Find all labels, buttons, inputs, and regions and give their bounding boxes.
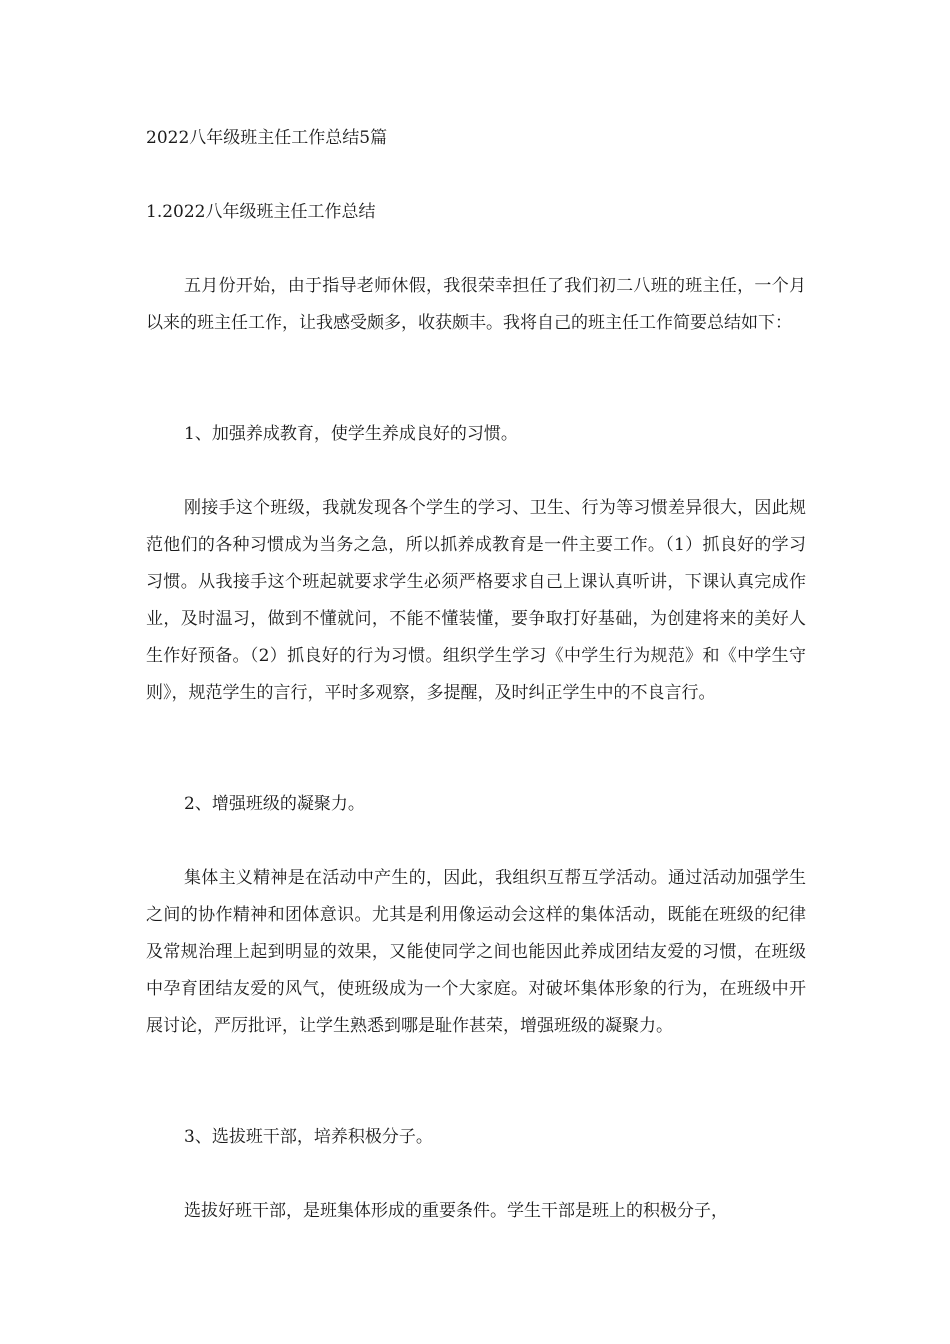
section-1-paragraph: 刚接手这个班级，我就发现各个学生的学习、卫生、行为等习惯差异很大，因此规范他们的各种习惯成为当务之急，所以抓养成教育是一件主要工作。（1）抓良好的学习习惯。从我接手这个班起就要求学生必须严格要求自己上课认真听讲，下课认真完成作业，及时温习，做到不懂就问，不能不懂装懂，要争取打好基础，为创建将来的美好人生作好预备。（2）抓良好的行为习惯。组织学生学习《中学生行为规范》和《中学生守则》，规范学生的言行，平时多观察，多提醒，及时纠正学生中的不良言行。: [146, 498, 806, 703]
intro-paragraph: 五月份开始，由于指导老师休假，我很荣幸担任了我们初二八班的班主任，一个月以来的班主任工作，让我感受颇多，收获颇丰。我将自己的班主任工作简要总结如下：: [146, 276, 806, 333]
section-3-paragraph: 选拔好班干部，是班集体形成的重要条件。学生干部是班上的积极分子，: [184, 1201, 728, 1221]
section-2-heading: 2、增强班级的凝聚力。: [184, 794, 365, 814]
section-3-heading: 3、选拔班干部，培养积极分子。: [184, 1127, 433, 1147]
section-1-heading: 1、加强养成教育，使学生养成良好的习惯。: [184, 424, 518, 444]
document-title: 2022八年级班主任工作总结5篇: [146, 128, 388, 148]
section-subtitle: 1.2022八年级班主任工作总结: [146, 202, 376, 222]
section-2-paragraph: 集体主义精神是在活动中产生的，因此，我组织互帮互学活动。通过活动加强学生之间的协作精神和团体意识。尤其是利用像运动会这样的集体活动，既能在班级的纪律及常规治理上起到明显的效果，又能使同学之间也能因此养成团结友爱的习惯，在班级中孕育团结友爱的风气，使班级成为一个大家庭。对破坏集体形象的行为，在班级中开展讨论，严厉批评，让学生熟悉到哪是耻作甚荣，增强班级的凝聚力。: [146, 868, 806, 1036]
